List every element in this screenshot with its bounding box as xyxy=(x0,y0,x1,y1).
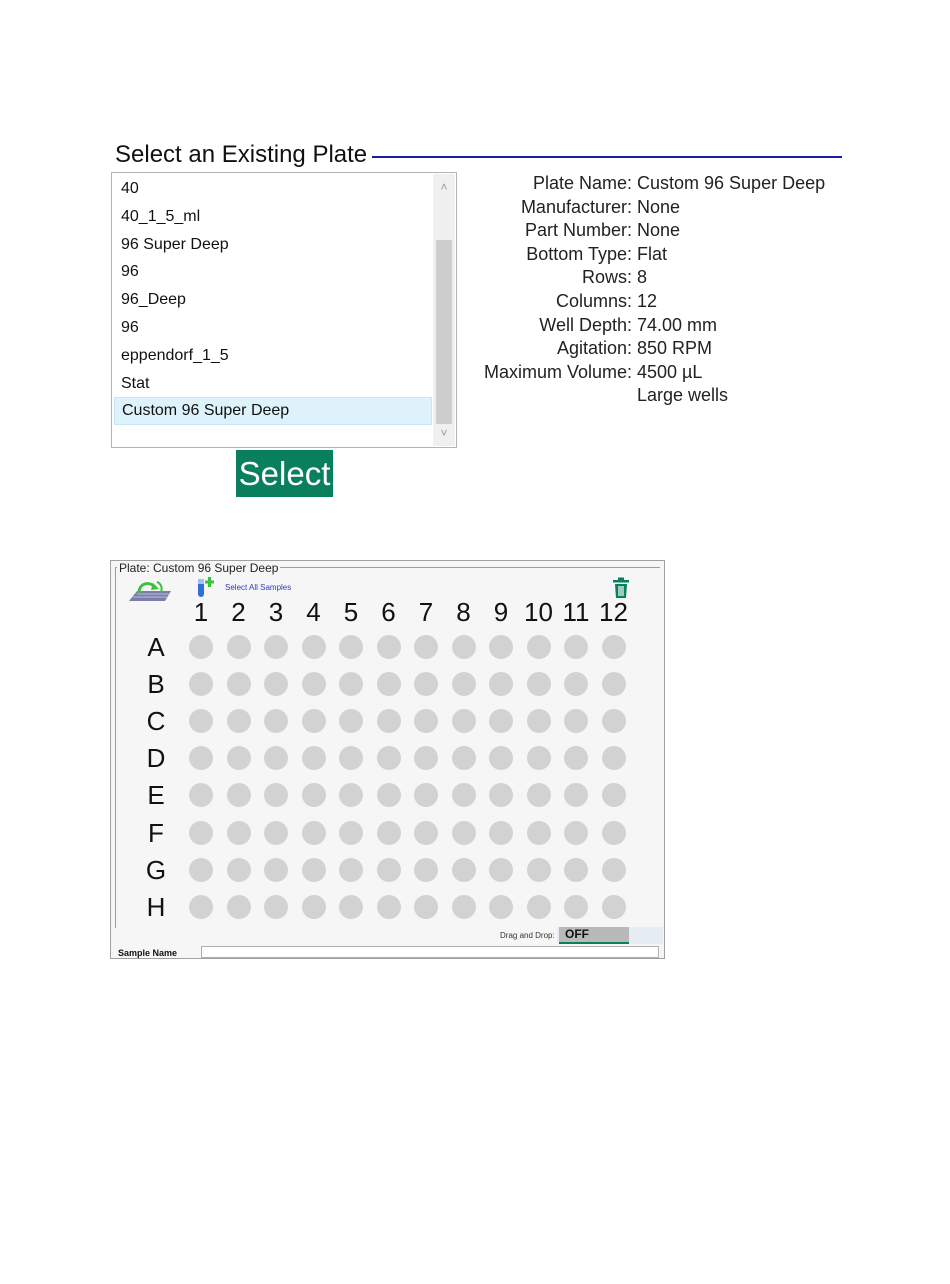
well[interactable] xyxy=(377,746,401,770)
well[interactable] xyxy=(302,746,326,770)
well[interactable] xyxy=(489,895,513,919)
well[interactable] xyxy=(377,858,401,882)
plate-listbox[interactable] xyxy=(111,172,457,448)
well[interactable] xyxy=(527,746,551,770)
column-label: 11 xyxy=(562,597,590,627)
column-label: 10 xyxy=(524,597,553,627)
well[interactable] xyxy=(189,895,213,919)
detail-row xyxy=(462,195,825,219)
well[interactable] xyxy=(564,783,588,807)
detail-label: Bottom Type: xyxy=(526,243,632,264)
well[interactable] xyxy=(189,783,213,807)
well[interactable] xyxy=(302,709,326,733)
scroll-up-chevron-icon[interactable]: ˄ xyxy=(440,180,448,194)
well[interactable] xyxy=(414,895,438,919)
well[interactable] xyxy=(602,635,626,659)
detail-label: Columns: xyxy=(555,290,632,311)
detail-value: Custom 96 Super Deep xyxy=(637,173,826,193)
row-label: G xyxy=(145,854,167,885)
well[interactable] xyxy=(602,895,626,919)
well[interactable] xyxy=(189,672,213,696)
detail-row xyxy=(462,171,825,195)
column-label: 2 xyxy=(231,597,246,627)
row-label: F xyxy=(148,817,164,848)
group-border-left xyxy=(115,567,116,928)
well[interactable] xyxy=(377,895,401,919)
well[interactable] xyxy=(227,709,251,733)
well[interactable] xyxy=(264,672,288,696)
well[interactable] xyxy=(564,895,588,919)
well[interactable] xyxy=(452,858,476,882)
well[interactable] xyxy=(264,635,288,659)
column-label: 4 xyxy=(306,597,321,627)
well[interactable] xyxy=(339,709,363,733)
well[interactable] xyxy=(602,709,626,733)
well[interactable] xyxy=(264,895,288,919)
row-label: H xyxy=(146,891,166,922)
select-all-samples-link[interactable]: Select All Samples xyxy=(225,583,292,592)
well[interactable] xyxy=(527,709,551,733)
well[interactable] xyxy=(377,709,401,733)
plate-panel-title: Plate: Custom 96 Super Deep xyxy=(119,561,279,575)
detail-value: None xyxy=(637,220,681,241)
well[interactable] xyxy=(227,635,251,659)
well[interactable] xyxy=(189,635,213,659)
column-label: 3 xyxy=(268,597,284,627)
sample-name-label: Sample Name xyxy=(118,948,178,958)
well[interactable] xyxy=(602,746,626,770)
well[interactable] xyxy=(527,672,551,696)
well[interactable] xyxy=(227,821,251,845)
well[interactable] xyxy=(302,821,326,845)
well[interactable] xyxy=(489,672,513,696)
well[interactable] xyxy=(302,895,326,919)
row-label: C xyxy=(146,706,166,737)
well[interactable] xyxy=(414,858,438,882)
well[interactable] xyxy=(264,858,288,882)
column-label: 1 xyxy=(193,597,209,627)
well[interactable] xyxy=(377,635,401,659)
plate-details xyxy=(462,171,825,407)
well[interactable] xyxy=(527,895,551,919)
well[interactable] xyxy=(564,672,588,696)
well[interactable] xyxy=(489,858,513,882)
well[interactable] xyxy=(377,783,401,807)
well[interactable] xyxy=(414,709,438,733)
row-label: A xyxy=(147,632,165,662)
detail-row xyxy=(462,242,825,266)
well[interactable] xyxy=(339,858,363,882)
well[interactable] xyxy=(414,635,438,659)
add-sample-icon[interactable] xyxy=(197,576,215,598)
well[interactable] xyxy=(602,783,626,807)
well[interactable] xyxy=(414,821,438,845)
detail-row xyxy=(462,383,825,407)
well[interactable] xyxy=(339,746,363,770)
well[interactable] xyxy=(452,895,476,919)
row-label: B xyxy=(147,669,165,700)
well[interactable] xyxy=(602,672,626,696)
well[interactable] xyxy=(339,783,363,807)
detail-value: 12 xyxy=(637,290,658,311)
select-plate-heading: Select an Existing Plate xyxy=(115,141,368,168)
sample-name-input[interactable] xyxy=(201,946,659,958)
well[interactable] xyxy=(377,821,401,845)
well[interactable] xyxy=(527,783,551,807)
well[interactable] xyxy=(527,821,551,845)
drag-drop-toggle[interactable]: OFF xyxy=(559,927,629,944)
well[interactable] xyxy=(189,858,213,882)
detail-label: Rows: xyxy=(581,267,632,288)
detail-row xyxy=(462,218,825,242)
column-label: 12 xyxy=(599,597,628,627)
plate-list-item[interactable]: Stat xyxy=(121,374,150,392)
well[interactable] xyxy=(189,821,213,845)
well[interactable] xyxy=(452,746,476,770)
detail-value: 4500 µL xyxy=(637,361,703,382)
well[interactable] xyxy=(264,709,288,733)
well[interactable] xyxy=(564,635,588,659)
well[interactable] xyxy=(227,746,251,770)
plate-list-items xyxy=(114,175,432,425)
detail-value: 74.00 mm xyxy=(637,314,718,335)
scroll-down-chevron-icon[interactable]: ˅ xyxy=(440,426,448,440)
well[interactable] xyxy=(564,709,588,733)
well[interactable] xyxy=(414,672,438,696)
well[interactable] xyxy=(227,858,251,882)
well[interactable] xyxy=(602,821,626,845)
plate-list-item[interactable]: 96 Super Deep xyxy=(121,235,229,253)
flip-plate-icon[interactable] xyxy=(127,579,173,603)
row-label: D xyxy=(146,743,166,774)
detail-row xyxy=(462,289,825,313)
column-label: 8 xyxy=(456,597,471,627)
well[interactable] xyxy=(452,672,476,696)
well[interactable] xyxy=(452,709,476,733)
detail-value: 8 xyxy=(637,267,648,288)
detail-value: Large wells xyxy=(637,385,729,406)
scrollbar-thumb[interactable] xyxy=(436,240,452,424)
detail-label: Plate Name: xyxy=(532,173,632,193)
well[interactable] xyxy=(414,783,438,807)
well[interactable] xyxy=(564,858,588,882)
well[interactable] xyxy=(452,635,476,659)
well[interactable] xyxy=(564,746,588,770)
select-button[interactable]: Select xyxy=(236,450,333,497)
well[interactable] xyxy=(264,821,288,845)
column-label: 5 xyxy=(343,597,359,627)
well[interactable] xyxy=(489,635,513,659)
well[interactable] xyxy=(302,783,326,807)
well[interactable] xyxy=(302,635,326,659)
detail-row xyxy=(462,360,825,384)
trash-icon[interactable] xyxy=(612,577,630,599)
well[interactable] xyxy=(527,858,551,882)
drag-drop-label: Drag and Drop: xyxy=(500,931,555,940)
well[interactable] xyxy=(489,821,513,845)
well[interactable] xyxy=(227,672,251,696)
well[interactable] xyxy=(302,672,326,696)
well[interactable] xyxy=(189,746,213,770)
plate-list-item[interactable]: 96 xyxy=(121,263,139,281)
detail-label: Maximum Volume: xyxy=(483,361,632,382)
detail-label: Part Number: xyxy=(524,220,632,241)
well[interactable] xyxy=(339,895,363,919)
well[interactable] xyxy=(564,821,588,845)
well[interactable] xyxy=(489,709,513,733)
well[interactable] xyxy=(414,746,438,770)
well[interactable] xyxy=(339,821,363,845)
well[interactable] xyxy=(339,635,363,659)
well[interactable] xyxy=(602,858,626,882)
well[interactable] xyxy=(227,895,251,919)
detail-value: Flat xyxy=(637,243,668,264)
column-label: 6 xyxy=(381,597,396,627)
well[interactable] xyxy=(489,783,513,807)
detail-label: Manufacturer: xyxy=(520,196,632,217)
column-label: 9 xyxy=(493,597,509,627)
well[interactable] xyxy=(189,709,213,733)
detail-row xyxy=(462,313,825,337)
well[interactable] xyxy=(264,746,288,770)
column-label: 7 xyxy=(418,597,434,627)
well[interactable] xyxy=(302,858,326,882)
detail-value: 850 RPM xyxy=(637,338,713,359)
plate-list-item[interactable]: 96_Deep xyxy=(121,291,186,309)
plate-list-item[interactable]: Custom 96 Super Deep xyxy=(114,397,432,425)
well[interactable] xyxy=(452,783,476,807)
detail-label: Well Depth: xyxy=(539,314,632,335)
plate-list-item[interactable]: 96 xyxy=(121,318,139,336)
plate-list-scrollbar[interactable] xyxy=(433,174,455,446)
plate-panel xyxy=(110,560,665,959)
plate-list-item[interactable]: 40 xyxy=(121,180,139,197)
detail-row xyxy=(462,336,825,360)
plate-list-item[interactable]: eppendorf_1_5 xyxy=(121,346,229,364)
well[interactable] xyxy=(339,672,363,696)
well[interactable] xyxy=(527,635,551,659)
detail-value: None xyxy=(637,196,681,217)
well[interactable] xyxy=(264,783,288,807)
row-label: E xyxy=(147,780,165,811)
detail-row xyxy=(462,265,825,289)
well[interactable] xyxy=(377,672,401,696)
well[interactable] xyxy=(489,746,513,770)
detail-label: Agitation: xyxy=(556,338,632,359)
plate-list-item[interactable]: 40_1_5_ml xyxy=(121,207,201,225)
well[interactable] xyxy=(452,821,476,845)
heading-divider xyxy=(372,156,842,158)
well[interactable] xyxy=(227,783,251,807)
